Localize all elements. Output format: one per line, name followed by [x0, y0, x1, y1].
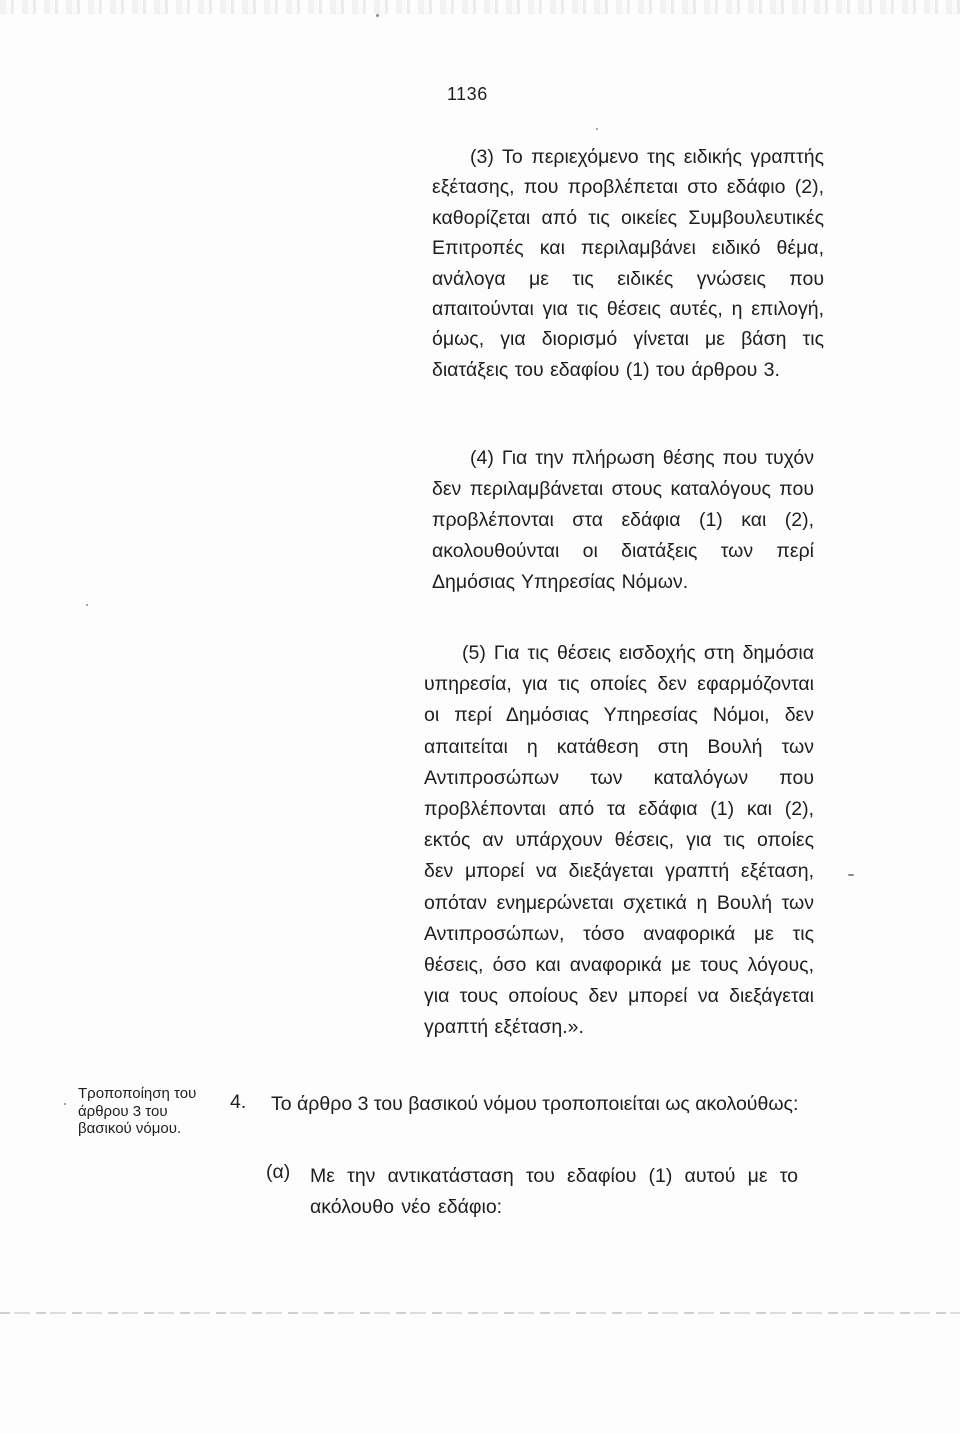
item-4-number: 4.	[230, 1091, 247, 1113]
scan-speck	[376, 14, 379, 17]
paragraph-5: (5) Για τις θέσεις εισδοχής στη δημόσια υπηρεσία, για τις οποίες δεν εφαρμόζονται οι περί Δημόσιας Υπηρεσίας Νόμοι, δεν απαιτείται η κατάθεση στη Βουλή των Αντιπροσώπων των καταλόγων που προβλέπονται από τα εδάφια (1) και (2), εκτός αν υπάρχουν θέσεις, για τις οποίες δεν μπορεί να διεξάγεται γραπτή εξέταση, οπόταν ενημερώνεται σχετικά η Βουλή των Αντιπροσώπων, τόσο αναφορικά με τις θέσεις, όσο και αναφορικά με τους λόγους, για τους οποίους δεν μπορεί να διεξάγεται γραπτή εξέταση.».	[424, 642, 814, 1039]
scan-speck	[64, 1103, 66, 1105]
item-4-text: Το άρθρο 3 του βασικού νόμου τροποποιείται ως ακολούθως:	[271, 1093, 799, 1115]
page-number: 1136	[447, 84, 488, 104]
scan-speck	[86, 604, 88, 606]
scan-speck	[596, 128, 598, 130]
subitem-a-text: Με την αντικατάσταση του εδαφίου (1) αυτού με το ακόλουθο νέο εδάφιο:	[310, 1165, 798, 1218]
scan-speck	[848, 874, 854, 876]
subitem-a-label: (α)	[266, 1161, 291, 1183]
scan-edge-rule	[0, 1312, 960, 1314]
paragraph-4: (4) Για την πλήρωση θέσης που τυχόν δεν περιλαμβάνεται στους καταλόγους που προβλέπονται στα εδάφια (1) και (2), ακολουθούνται οι διατάξεις των περί Δημόσιας Υπηρεσίας Νόμων.	[432, 447, 814, 593]
margin-note: Τροποποίηση του άρθρου 3 του βασικού νόμου.	[78, 1085, 197, 1137]
paragraph-3: (3) Το περιεχόμενο της ειδικής γραπτής εξέτασης, που προβλέπεται στο εδάφιο (2), καθορίζεται από τις οικείες Συμβουλευτικές Επιτροπές και περιλαμβάνει ειδικό θέμα, ανάλογα με τις ειδικές γνώσεις που απαιτούνται για τις θέσεις αυτές, η επιλογή, όμως, για διορισμό γίνεται με βάση τις διατάξεις του εδαφίου (1) του άρθρου 3.	[432, 146, 824, 381]
scan-edge-top	[0, 0, 960, 14]
